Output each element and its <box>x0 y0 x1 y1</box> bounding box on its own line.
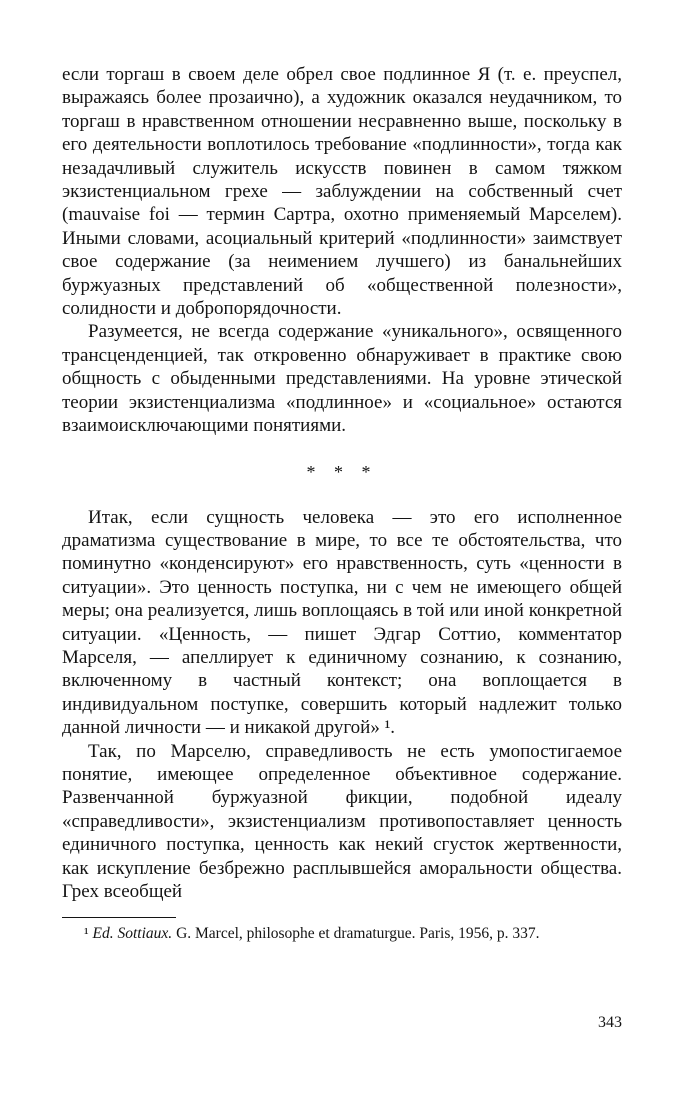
paragraph-1: если торгаш в своем деле обрел свое подлинное Я (т. е. преуспел, выражаясь более прозаично), а художник оказался неудачником, то торгаш в нравственном отношении несравненно выше, поскольку в его деятельности воплотилось требование «подлинности», тогда как незадачливый служитель искусств повинен в самом тяжком экзистенциальном грехе — заблуждении на собственный счет (mauvaise foi — термин Сартра, охотно применяемый Марселем). Иными словами, асоциальный критерий «подлинности» заимствует свое содержание (за неимением лучшего) из банальнейших буржуазных представлений об «общественной полезности», солидности и добропорядочности. <box>62 64 622 320</box>
section-separator: * * * <box>306 461 378 482</box>
footnote-marker: ¹ <box>84 925 89 943</box>
footnote-rule <box>62 917 176 918</box>
footnote <box>62 924 622 944</box>
paragraph-3: Итак, если сущность человека — это его исполненное драматизма существование в мире, то все те обстоятельства, что поминутно «конденсируют» его нравственность, суть «ценности в ситуации». Это ценность поступка, ни с чем не имеющего общей меры; она реализуется, лишь воплощаясь в той или иной конкретной ситуации. «Ценность, — пишет Эдгар Соттио, комментатор Марселя, — апеллирует к единичному сознанию, к сознанию, включенному в частный контекст; она воплощается в индивидуальном поступке, совершить который надлежит только данной личности — и никакой другой» ¹. <box>62 506 622 739</box>
paragraph-2: Разумеется, не всегда содержание «уникального», освященного трансценденцией, так откровенно обнаруживает в практике свою общность с обыденными представлениями. На уровне этической теории экзистенциализма «подлинное» и «социальное» остаются взаимоисключающими понятиями. <box>62 321 622 437</box>
footnote-author: Ed. Sottiaux. <box>92 925 173 943</box>
paragraph-4: Так, по Марселю, справедливость не есть умопостигаемое понятие, имеющее определенное объективное содержание. Развенчанной буржуазной фикции, подобной идеалу «справедливости», экзистенциализм противопоставляет ценность единичного поступка, ценность как некий сгусток жертвенности, как искупление безбрежно расплывшейся аморальности общества. Грех всеобщей <box>62 740 622 902</box>
page-number: 343 <box>598 1014 622 1031</box>
page-body <box>62 63 622 944</box>
footnote-text: G. Marcel, philosophe et dramaturgue. Paris, 1956, p. 337. <box>176 925 540 943</box>
